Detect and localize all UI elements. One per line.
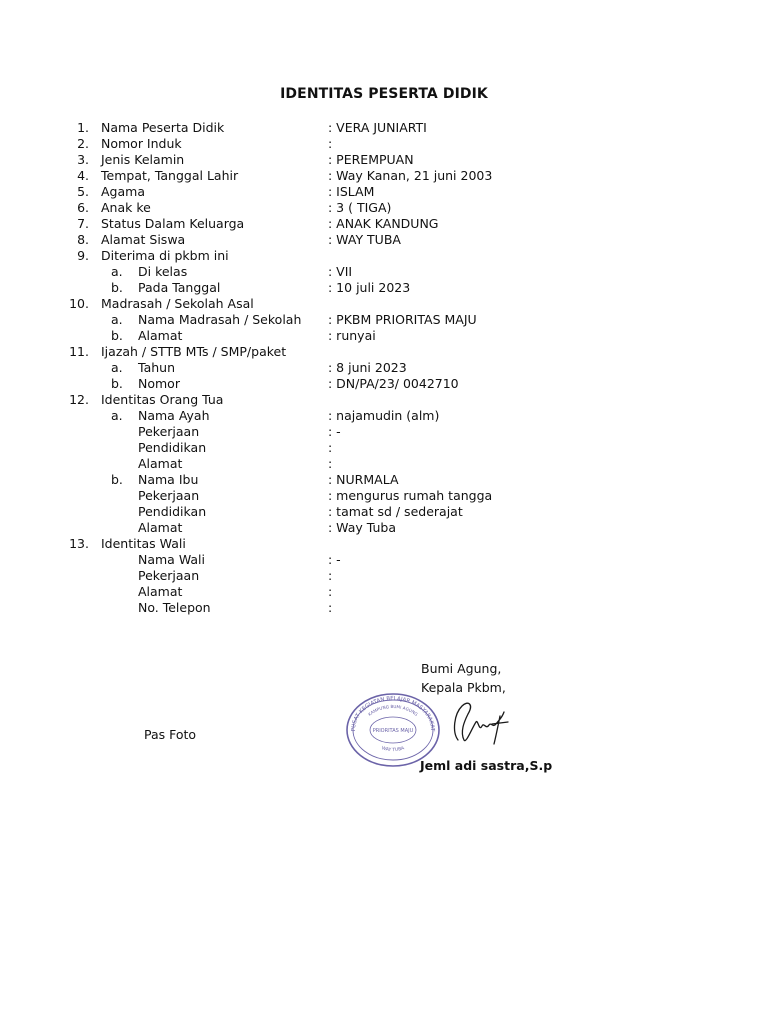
item-value: : - — [328, 424, 341, 439]
item-label: Pada Tanggal — [138, 280, 221, 295]
identity-row — [0, 552, 768, 568]
identity-row — [0, 568, 768, 584]
item-sub-letter: a. — [111, 360, 123, 375]
item-number: 1. — [77, 120, 89, 135]
item-sub-letter: b. — [111, 280, 123, 295]
item-label: Pendidikan — [138, 504, 207, 519]
item-value: : 3 ( TIGA) — [328, 200, 392, 215]
svg-text:KAMPUNG BUMI AGUNG — [367, 704, 419, 717]
item-label: Anak ke — [101, 200, 151, 215]
item-value: : DN/PA/23/ 0042710 — [328, 376, 459, 391]
identity-row — [0, 488, 768, 504]
item-value: : WAY TUBA — [328, 232, 401, 247]
item-number: 3. — [77, 152, 89, 167]
stamp-center-text: PRIORITAS MAJU — [372, 728, 414, 734]
identity-row — [0, 424, 768, 440]
item-value: : — [328, 568, 333, 583]
item-value: : 8 juni 2023 — [328, 360, 407, 375]
item-value: : — [328, 456, 333, 471]
stamp-bottom-text: WAY TUBA — [380, 746, 406, 754]
identity-row — [0, 472, 768, 488]
item-number: 8. — [77, 232, 89, 247]
identity-row — [0, 440, 768, 456]
item-label: Madrasah / Sekolah Asal — [101, 296, 254, 311]
item-value: : — [328, 584, 333, 599]
item-label: Pekerjaan — [138, 488, 200, 503]
identity-row — [0, 168, 768, 184]
item-label: Nama Ayah — [138, 408, 210, 423]
item-number: 2. — [77, 136, 89, 151]
identity-row — [0, 456, 768, 472]
item-value: : PEREMPUAN — [328, 152, 414, 167]
svg-text:WAY TUBA — [381, 745, 406, 753]
item-label: Alamat — [138, 584, 183, 599]
identity-row — [0, 200, 768, 216]
item-label: Alamat — [138, 520, 183, 535]
item-label: No. Telepon — [138, 600, 211, 615]
item-sub-letter: a. — [111, 264, 123, 279]
item-label: Di kelas — [138, 264, 188, 279]
item-sub-letter: a. — [111, 312, 123, 327]
item-number: 9. — [77, 248, 89, 263]
item-sub-letter: b. — [111, 472, 123, 487]
identity-row — [0, 216, 768, 232]
item-value: : mengurus rumah tangga — [328, 488, 493, 503]
item-sub-letter: a. — [111, 408, 123, 423]
identity-row — [0, 376, 768, 392]
item-value: : VERA JUNIARTI — [328, 120, 427, 135]
identity-row — [0, 232, 768, 248]
identity-row — [0, 184, 768, 200]
item-value: : runyai — [328, 328, 376, 343]
identity-row — [0, 312, 768, 328]
item-value: : VII — [328, 264, 353, 279]
identity-row — [0, 536, 768, 552]
item-number: 12. — [69, 392, 89, 407]
item-number: 6. — [77, 200, 89, 215]
item-label: Alamat Siswa — [101, 232, 186, 247]
item-label: Pendidikan — [138, 440, 207, 455]
identity-row — [0, 296, 768, 312]
item-label: Status Dalam Keluarga — [101, 216, 245, 231]
item-label: Nama Madrasah / Sekolah — [138, 312, 302, 327]
identity-row — [0, 264, 768, 280]
item-value: : Way Kanan, 21 juni 2003 — [328, 168, 493, 183]
document-title: IDENTITAS PESERTA DIDIK — [280, 86, 488, 102]
item-number: 4. — [77, 168, 89, 183]
item-value: : - — [328, 552, 341, 567]
item-label: Jenis Kelamin — [101, 152, 185, 167]
identity-row — [0, 328, 768, 344]
item-sub-letter: b. — [111, 328, 123, 343]
item-label: Alamat — [138, 456, 183, 471]
item-value: : ISLAM — [328, 184, 375, 199]
item-value: : Way Tuba — [328, 520, 397, 535]
item-number: 7. — [77, 216, 89, 231]
item-number: 11. — [69, 344, 89, 359]
item-value: : tamat sd / sederajat — [328, 504, 463, 519]
photo-label: Pas Foto — [144, 727, 197, 742]
item-label: Identitas Orang Tua — [101, 392, 224, 407]
item-value: : — [328, 440, 333, 455]
handwritten-signature — [438, 692, 518, 752]
item-value: : — [328, 136, 333, 151]
item-label: Nama Wali — [138, 552, 205, 567]
item-number: 5. — [77, 184, 89, 199]
item-label: Nomor Induk — [101, 136, 182, 151]
signature-place: Bumi Agung, — [421, 661, 502, 676]
identity-row — [0, 408, 768, 424]
item-label: Nama Ibu — [138, 472, 199, 487]
item-value: : NURMALA — [328, 472, 399, 487]
item-label: Tempat, Tanggal Lahir — [101, 168, 239, 183]
item-value: : PKBM PRIORITAS MAJU — [328, 312, 477, 327]
stamp-inner-text: KAMPUNG BUMI AGUNG — [367, 703, 419, 717]
identity-row — [0, 120, 768, 136]
item-label: Identitas Wali — [101, 536, 186, 551]
item-value: : ANAK KANDUNG — [328, 216, 439, 231]
identity-row — [0, 344, 768, 360]
signer-name: Jeml adi sastra,S.p — [420, 758, 553, 773]
item-number: 10. — [69, 296, 89, 311]
item-value: : 10 juli 2023 — [328, 280, 411, 295]
signature-position: Kepala Pkbm, — [421, 680, 506, 695]
item-label: Pekerjaan — [138, 568, 200, 583]
identity-row — [0, 600, 768, 616]
item-label: Pekerjaan — [138, 424, 200, 439]
item-label: Nama Peserta Didik — [101, 120, 225, 135]
identity-row — [0, 392, 768, 408]
item-label: Tahun — [138, 360, 175, 375]
item-value: : najamudin (alm) — [328, 408, 440, 423]
identity-row — [0, 360, 768, 376]
identity-row — [0, 248, 768, 264]
identity-row — [0, 584, 768, 600]
identity-row — [0, 136, 768, 152]
item-label: Agama — [101, 184, 145, 199]
item-sub-letter: b. — [111, 376, 123, 391]
item-label: Nomor — [138, 376, 180, 391]
identity-row — [0, 280, 768, 296]
stamp-outer-text: PUSAT KEGIATAN BELAJAR MASYARAKAT — [350, 695, 436, 732]
identity-row — [0, 520, 768, 536]
item-label: Diterima di pkbm ini — [101, 248, 229, 263]
identity-row — [0, 152, 768, 168]
identity-row — [0, 504, 768, 520]
item-value: : — [328, 600, 333, 615]
item-label: Alamat — [138, 328, 183, 343]
item-label: Ijazah / STTB MTs / SMP/paket — [101, 344, 287, 359]
item-number: 13. — [69, 536, 89, 551]
